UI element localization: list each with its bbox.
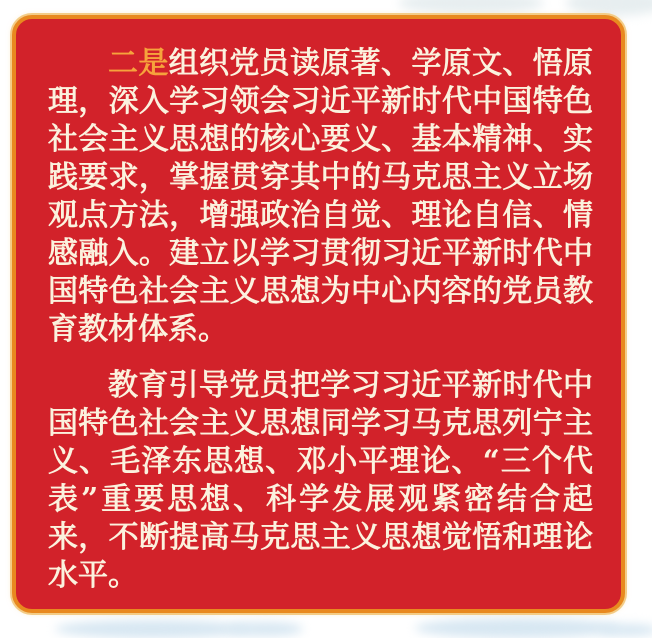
cloud-decoration-top-center xyxy=(398,0,544,14)
cloud-decoration-top-right xyxy=(566,0,652,16)
paragraph-1-lead-highlight: 二是 xyxy=(108,46,169,81)
cloud-decoration-bottom-far-right xyxy=(598,624,652,636)
cloud-decoration-bottom-center-left xyxy=(228,622,303,636)
paragraph-1 xyxy=(48,45,593,349)
paragraph-2-text: 教育引导党员把学习习近平新时代中国特色社会主义思想同学习马克思列宁主义、毛泽东思想、邓小平理论、“三个代表”重要思想、科学发展观紧密结合起来，不断提高马克思主义思想觉悟和理论水平。 xyxy=(48,368,593,593)
cloud-decoration-bottom-right xyxy=(415,618,620,638)
red-content-card xyxy=(12,15,625,613)
cloud-decoration-bottom-left xyxy=(55,620,250,638)
paragraph-2 xyxy=(48,367,593,595)
paragraph-1-text: 组织党员读原著、学原文、悟原理，深入学习领会习近平新时代中国特色社会主义思想的核心要义、基本精神、实践要求，掌握贯穿其中的马克思主义立场观点方法，增强政治自觉、理论自信、情感融入。建立以学习贯彻习近平新时代中国特色社会主义思想为中心内容的党员教育教材体系。 xyxy=(48,46,594,347)
